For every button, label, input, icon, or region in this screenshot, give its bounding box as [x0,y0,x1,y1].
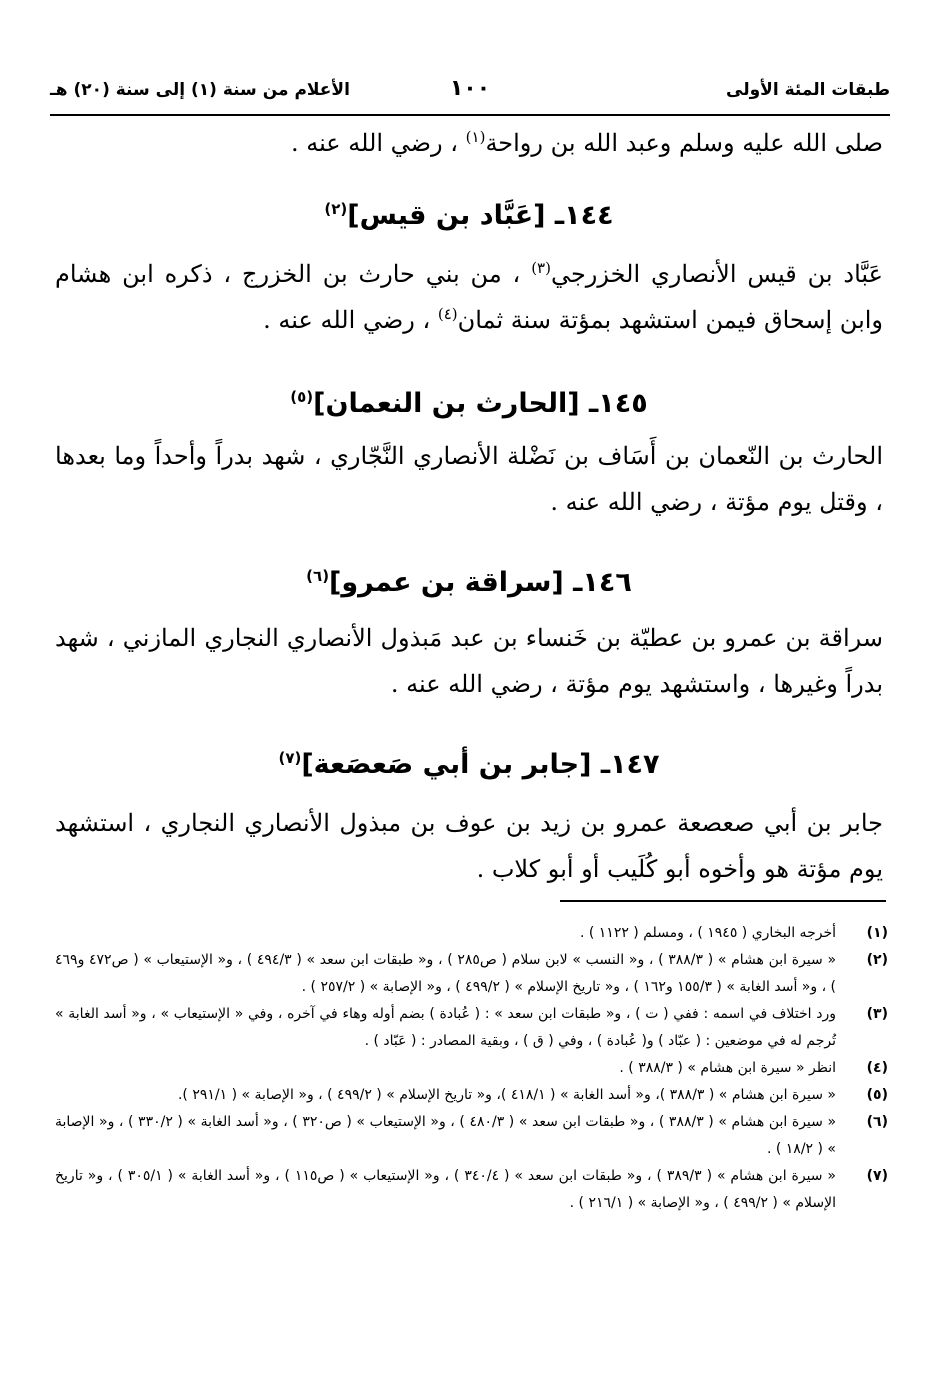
entry-body-147 [55,800,883,892]
footnote-number: (١) [866,925,888,941]
footnote-ref: (٧) [278,749,302,767]
page-number: ١٠٠ [449,76,491,101]
entry-text: الحارث بن النّعمان بن أَسَاف بن نَضْلة الأنصاري النَّجّاري ، شهد بدراً وأحداً وما بعدها ، وقتل يوم مؤتة ، رضي الله عنه . [55,442,884,516]
footnote-item [55,920,888,947]
footnote-item [55,1163,888,1217]
footnote-number: (٣) [866,1006,888,1022]
entry-text: جابر بن أبي صعصعة عمرو بن زيد بن عوف بن مبذول الأنصاري النجاري ، استشهد يوم مؤتة هو وأخوه أبو كُلَيب أو أبو كلاب . [55,809,883,883]
entry-title-text: ١٤٤ـ [عَبَّاد بن قيس] [347,200,614,231]
footnote-ref: (٢) [324,200,348,218]
footnote-text: « سيرة ابن هشام » ( ٣٨٨/٣ ) ، و« النسب » لابن سلام ( ص٢٨٥ ) ، و« طبقات ابن سعد » ( ٤٩٤/٣ ) ، و« الإستيعاب » ( ص٤٧٢ و٤٦٩ ) ، و« أسد الغابة » ( ١٥٥/٣ و١٦٢ ) ، و« تاريخ الإسلام » ( ٤٩٩/٢ ) ، و« الإصابة » ( ٢٥٧/٢ ) . [55,952,837,995]
footnote-number: (٧) [866,1168,888,1184]
footnote-text: « سيرة ابن هشام » ( ٣٨٩/٣ ) ، و« طبقات ابن سعد » ( ٣٤٠/٤ ) ، و« الإستيعاب » ( ص١١٥ ) ، و« أسد الغابة » ( ٣٠٥/١ ) ، و« تاريخ الإسلام » ( ٤٩٩/٢ ) ، و« الإصابة » ( ٢١٦/١ ) . [55,1168,837,1211]
entry-title-text: ١٤٦ـ [سراقة بن عمرو] [329,567,632,598]
footnote-text: « سيرة ابن هشام » ( ٣٨٨/٣ ) ، و« طبقات ابن سعد » ( ٤٨٠/٣ ) ، و« الإستيعاب » ( ص٣٢٠ ) ، و« أسد الغابة » ( ٣٣٠/٢ ) ، و« الإصابة » ( ١٨/٢ ) . [55,1114,837,1157]
footnote-item [55,947,888,1001]
footnote-rule [560,900,886,902]
entry-body-146 [55,615,883,707]
footnote-text: انظر « سيرة ابن هشام » ( ٣٨٨/٣ ) . [619,1060,836,1076]
footnote-item [55,1109,888,1163]
entry-text: عَبَّاد بن قيس الأنصاري الخزرجي [550,260,883,288]
footnote-text: ورد اختلاف في اسمه : ففي ( ت ) ، و« طبقات ابن سعد » : ( عُبادة ) بضم أوله وهاء في آخره ، وفي « الإستيعاب » ، و« أسد الغابة » تُرجم له في موضعين : ( عبّاد ) و( عُبادة ) ، وفي ( ق ) ، وبقية المصادر : ( عَبّاد ) . [55,1006,836,1049]
footnotes [55,920,888,1217]
footnote-item [55,1082,888,1109]
entry-text: ، من بني حارث بن الخزرج ، ذكره ابن هشام وابن إسحاق فيمن استشهد بمؤتة سنة ثمان [55,260,883,334]
entry-title-text: ١٤٥ـ [الحارث بن النعمان] [313,388,648,419]
entry-title-text: ١٤٧ـ [جابر بن أبي صَعصَعة] [301,749,660,780]
footnote-number: (٥) [866,1087,888,1103]
footnote-ref: (٦) [306,567,330,585]
running-header [50,76,890,106]
footnote-number: (٦) [866,1114,888,1130]
entry-title-147 [55,745,883,785]
header-rule [50,114,890,116]
entry-title-144 [55,196,883,236]
footnote-ref: (١) [465,128,486,146]
entry-text: ، رضي الله عنه . [263,306,438,334]
footnote-ref: (٥) [290,388,314,406]
book-title: طبقات المئة الأولى [726,80,890,100]
footnote-item [55,1001,888,1055]
footnote-ref: (٤) [437,305,458,323]
footnote-item [55,1055,888,1082]
entry-text: سراقة بن عمرو بن عطيّة بن خَنساء بن عبد مَبذول الأنصاري النجاري المازني ، شهد بدراً وغيرها ، واستشهد يوم مؤتة ، رضي الله عنه . [55,624,883,698]
intro-text-end: ، رضي الله عنه . [290,129,466,157]
intro-paragraph [55,120,883,166]
footnote-ref: (٣) [531,259,551,277]
section-title: الأعلام من سنة (١) إلى سنة (٢٠) هـ [50,80,350,100]
footnote-number: (٢) [866,952,888,968]
footnote-number: (٤) [866,1060,888,1076]
entry-title-146 [55,563,883,603]
entry-title-145 [55,384,883,424]
entry-body-144 [55,251,883,343]
footnote-text: أخرجه البخاري ( ١٩٤٥ ) ، ومسلم ( ١١٢٢ ) . [579,925,836,941]
entry-body-145 [55,433,883,525]
intro-text: صلى الله عليه وسلم وعبد الله بن رواحة [485,129,883,157]
footnote-text: « سيرة ابن هشام » ( ٣٨٨/٣ )، و« أسد الغابة » ( ٤١٨/١ )، و« تاريخ الإسلام » ( ٤٩٩/٢ ) ، و« الإصابة » ( ٢٩١/١ ). [177,1087,836,1103]
